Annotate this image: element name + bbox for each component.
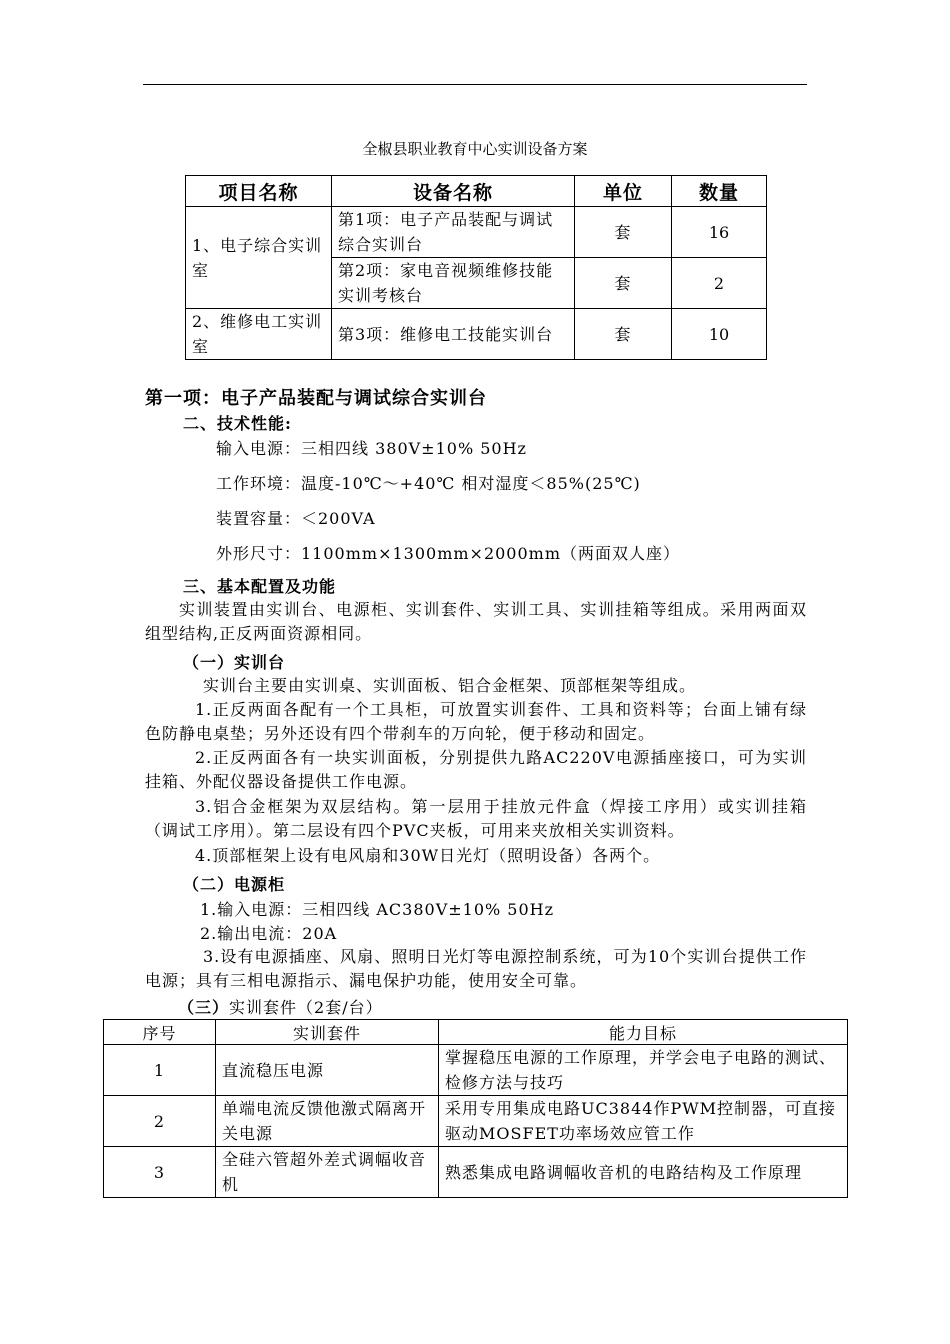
unit-cell: 套 [575, 207, 672, 258]
header-project: 项目名称 [186, 176, 332, 207]
sub2-item-1: 1.输入电源：三相四线 AC380V±10% 50Hz [200, 900, 555, 919]
header-goal: 能力目标 [439, 1020, 848, 1045]
sub1-item-2: 2.正反两面各有一块实训面板，分别提供九路AC220V电源插座接口，可为实训挂箱、外配仪器设备提供工作电源。 [145, 748, 807, 791]
header-unit: 单位 [575, 176, 672, 207]
unit-cell: 套 [575, 258, 672, 309]
header-qty: 数量 [672, 176, 767, 207]
equipment-table [185, 175, 767, 360]
project-cell: 2、维修电工实训室 [186, 309, 332, 360]
equipment-cell: 第1项：电子产品装配与调试综合实训台 [332, 207, 575, 258]
section-title: 第一项：电子产品装配与调试综合实训台 [145, 388, 487, 409]
training-kits-table [103, 1019, 848, 1198]
sub1-item-1: 1.正反两面各配有一个工具柜，可放置实训套件、工具和资料等；台面上铺有绿色防静电桌垫；另外还设有四个带刹车的万向轮，便于移动和固定。 [145, 700, 807, 743]
tech-line-power: 输入电源：三相四线 380V±10% 50Hz [216, 439, 527, 458]
sub1-intro: 实训台主要由实训桌、实训面板、铝合金框架、顶部框架等组成。 [203, 676, 697, 695]
sub1-item-4: 4.顶部框架上设有电风扇和30W日光灯（照明设备）各两个。 [195, 846, 661, 865]
config-intro: 实训装置由实训台、电源柜、实训套件、实训工具、实训挂箱等组成。采用两面双组型结构,正反两面资源相同。 [145, 600, 807, 643]
sub3-title-text: 实训套件（2套/台） [229, 998, 383, 1017]
qty-cell: 10 [672, 309, 767, 360]
qty-cell: 2 [672, 258, 767, 309]
table-row [186, 309, 767, 360]
number-cell: 2 [104, 1096, 216, 1147]
qty-cell: 16 [672, 207, 767, 258]
number-cell: 1 [104, 1045, 216, 1096]
header-equipment: 设备名称 [332, 176, 575, 207]
tech-heading: 二、技术性能: [183, 414, 292, 433]
sub1-item-3: 3.铝合金框架为双层结构。第一层用于挂放元件盒（焊接工序用）或实训挂箱（调试工序用）。第二层设有四个PVC夹板，可用来夹放相关实训资料。 [145, 797, 807, 840]
header-kit: 实训套件 [216, 1020, 439, 1045]
header-rule [143, 84, 807, 85]
kit-cell: 直流稳压电源 [216, 1045, 439, 1096]
tech-line-dimensions: 外形尺寸：1100mm×1300mm×2000mm（两面双人座） [216, 544, 681, 563]
number-cell: 3 [104, 1147, 216, 1198]
subsection-training-table: （一）实训台 [183, 653, 286, 672]
equipment-cell: 第2项：家电音视频维修技能实训考核台 [332, 258, 575, 309]
goal-cell: 采用专用集成电路UC3844作PWM控制器，可直接驱动MOSFET功率场效应管工作 [439, 1096, 848, 1147]
document-title: 全椒县职业教育中心实训设备方案 [362, 140, 588, 158]
equipment-cell: 第3项：维修电工技能实训台 [332, 309, 575, 360]
sub3-title-label: （三） [178, 998, 230, 1017]
sub2-item-2: 2.输出电流：20A [200, 924, 338, 943]
sub2-item-3: 3.设有电源插座、风扇、照明日光灯等电源控制系统，可为10个实训台提供工作电源；具有三相电源指示、漏电保护功能，使用安全可靠。 [145, 947, 807, 990]
tech-line-environment: 工作环境：温度-10℃～+40℃ 相对湿度＜85%(25℃) [216, 474, 641, 493]
table-row [104, 1045, 848, 1096]
subsection-training-kits [178, 995, 383, 1018]
header-number: 序号 [104, 1020, 216, 1045]
subsection-power-cabinet: （二）电源柜 [183, 875, 286, 894]
table-row [104, 1096, 848, 1147]
kit-cell: 单端电流反馈他激式隔离开关电源 [216, 1096, 439, 1147]
table-header-row [186, 176, 767, 207]
tech-line-capacity: 装置容量：＜200VA [216, 509, 376, 528]
table-row [104, 1147, 848, 1198]
table-row [186, 207, 767, 258]
unit-cell: 套 [575, 309, 672, 360]
config-heading: 三、基本配置及功能 [183, 577, 337, 596]
goal-cell: 熟悉集成电路调幅收音机的电路结构及工作原理 [439, 1147, 848, 1198]
goal-cell: 掌握稳压电源的工作原理，并学会电子电路的测试、检修方法与技巧 [439, 1045, 848, 1096]
kit-cell: 全硅六管超外差式调幅收音机 [216, 1147, 439, 1198]
table-header-row [104, 1020, 848, 1045]
project-cell: 1、电子综合实训室 [186, 207, 332, 309]
